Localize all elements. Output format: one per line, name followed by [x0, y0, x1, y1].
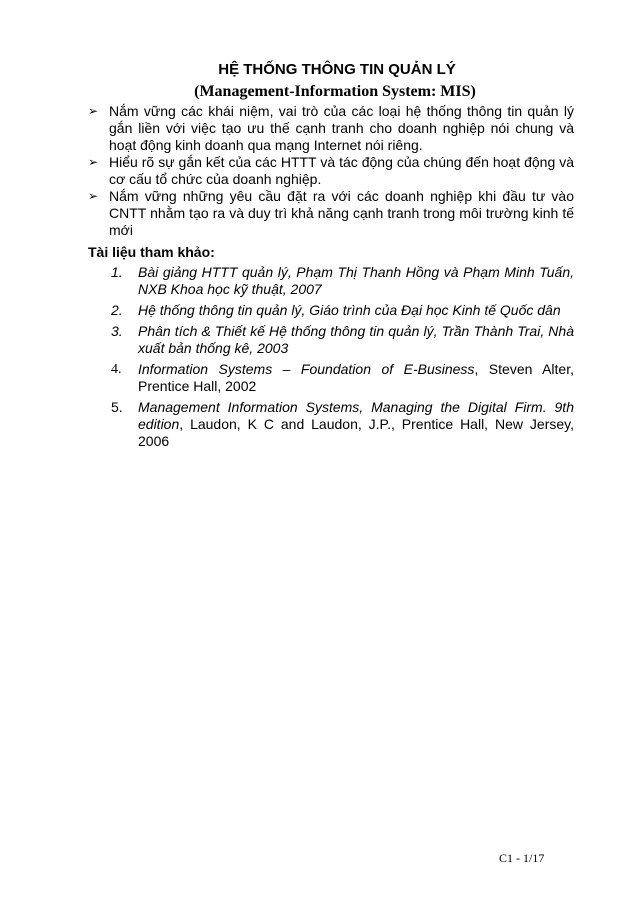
reference-number: 4. [111, 362, 122, 377]
reference-number: 5. [111, 399, 123, 415]
objectives-list [88, 103, 574, 239]
reference-item [88, 361, 574, 395]
arrow-bullet-icon: ➢ [88, 104, 99, 118]
page-footer: C1 - 1/17 [499, 851, 545, 865]
reference-item [88, 302, 574, 319]
reference-number: 3. [111, 323, 123, 339]
reference-item [88, 264, 574, 298]
bullet-text: Nắm vững những yêu cầu đặt ra với các doanh nghiệp khi đầu tư vào CNTT nhằm tạo ra và duy trì khả năng cạnh tranh trong môi trường kinh tế mới [109, 188, 574, 238]
reference-number: 2. [111, 302, 123, 318]
arrow-bullet-icon: ➢ [88, 189, 99, 203]
reference-title: Hệ thống thông tin quản lý, Giáo trình của Đại học Kinh tế Quốc dân [138, 302, 561, 318]
references-heading: Tài liệu tham khảo: [88, 244, 215, 260]
reference-details: , Laudon, K C and Laudon, J.P., Prentice Hall, New Jersey, 2006 [138, 416, 574, 449]
references-list [88, 264, 574, 450]
reference-title: Bài giảng HTTT quản lý, Phạm Thị Thanh Hồng và Phạm Minh Tuấn, NXB Khoa học kỹ thuật, 2007 [138, 264, 574, 297]
reference-item [88, 323, 574, 357]
reference-title: Phân tích & Thiết kế Hệ thống thông tin quản lý, Trần Thành Trai, Nhà xuất bản thống kê, 2003 [138, 323, 574, 356]
document-body [88, 61, 574, 454]
bullet-text: Hiểu rõ sự gắn kết của các HTTT và tác động của chúng đến hoạt động và cơ cấu tổ chức của doanh nghiệp. [109, 154, 574, 187]
reference-title: Management Information Systems, Managing the Digital Firm. 9th edition [138, 399, 574, 432]
arrow-bullet-icon: ➢ [88, 155, 99, 169]
page-subtitle: (Management-Information System: MIS) [194, 83, 476, 100]
reference-item [88, 399, 574, 450]
reference-title: Information Systems – Foundation of E-Business [138, 361, 475, 377]
list-item [88, 154, 574, 188]
page-title: HỆ THỐNG THÔNG TIN QUẢN LÝ [218, 61, 456, 78]
reference-details: , Steven Alter, Prentice Hall, 2002 [138, 361, 575, 394]
bullet-text: Nắm vững các khái niệm, vai trò của các loại hệ thống thông tin quản lý gắn liền với việc tạo ưu thế cạnh tranh cho doanh nghiệp nói chung và hoạt động kinh doanh qua mạng Internet nói riêng. [109, 103, 574, 153]
list-item [88, 188, 574, 239]
list-item [88, 103, 574, 154]
reference-number: 1. [111, 264, 123, 280]
